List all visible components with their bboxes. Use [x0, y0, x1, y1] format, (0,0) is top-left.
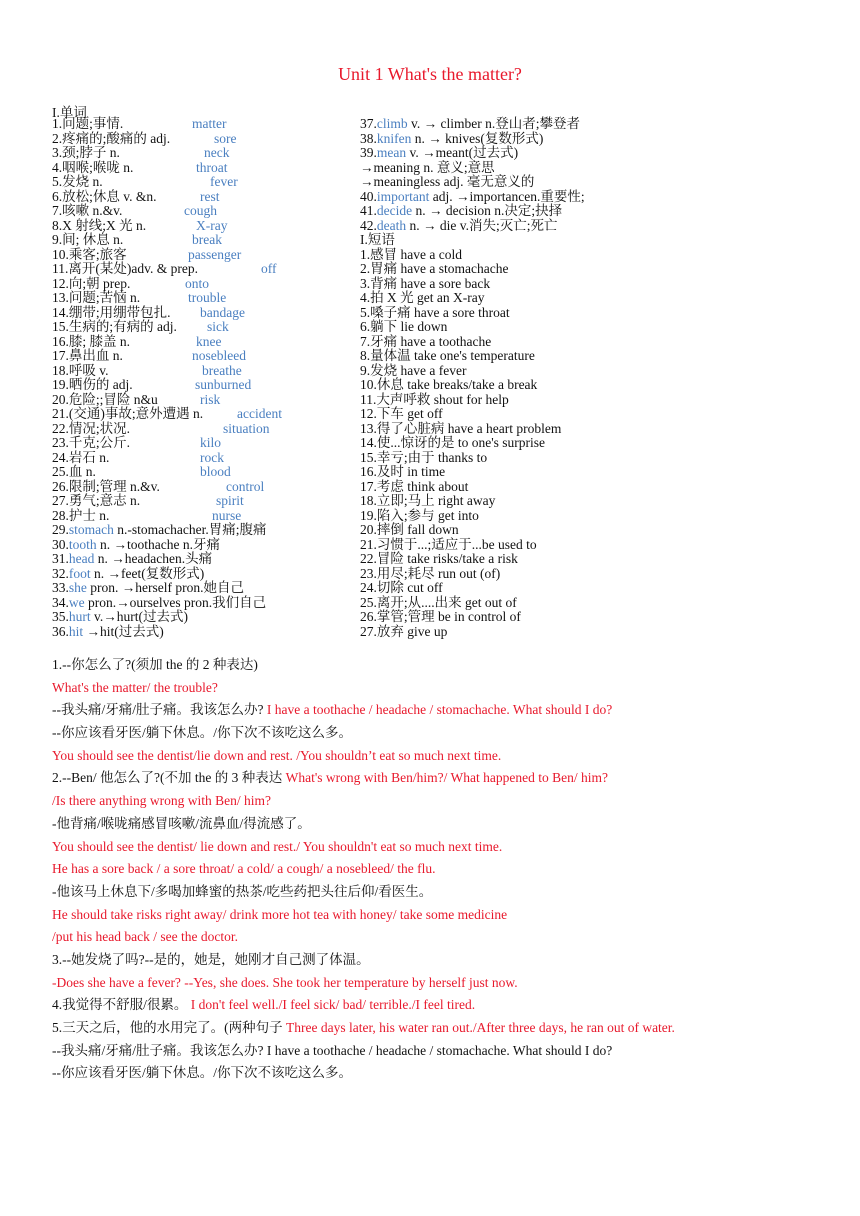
- vocab-forms: →meaning n. 意义;意思: [360, 159, 495, 175]
- vocab-english: throat: [196, 159, 228, 175]
- vocab-item: [360, 161, 780, 176]
- vocab-item: [360, 146, 780, 161]
- vocab-chinese: 绷带;用绷带包扎.: [68, 304, 171, 320]
- phrase-item: 7.牙痛 have a toothache: [360, 333, 492, 349]
- vocab-number: 37.: [360, 116, 377, 131]
- english-answer: You should see the dentist/lie down and rest. /You shouldn’t eat so much next time.: [52, 747, 502, 763]
- vocab-number: 1.: [52, 116, 63, 131]
- vocab-item: [52, 320, 352, 335]
- vocab-english: fever: [210, 174, 238, 189]
- question-text: --你应该看牙医/躺下休息。/你下次不该吃这么多。: [52, 725, 352, 741]
- vocab-number: 19.: [52, 377, 69, 392]
- english-answer: What's the matter/ the trouble?: [52, 679, 218, 695]
- vocab-english: kilo: [200, 435, 222, 450]
- vocab-item: [52, 349, 352, 364]
- english-answer: You should see the dentist/ lie down and rest./ You shouldn't eat so much next time.: [52, 838, 503, 854]
- vocab-chinese: 向;朝 prep.: [68, 275, 131, 291]
- vocab-item: [360, 117, 780, 132]
- vocab-english: foot: [68, 565, 91, 581]
- vocab-item: [52, 277, 352, 292]
- vocab-english: death: [376, 217, 407, 233]
- english-answer: He has a sore back / a sore throat/ a cold/ a cough/ a nosebleed/ the flu.: [52, 861, 436, 877]
- vocab-item: [52, 494, 352, 509]
- vocab-english: X-ray: [196, 217, 228, 233]
- vocab-english: tooth: [68, 536, 97, 552]
- phrase-item: 1.感冒 have a cold: [360, 246, 462, 262]
- vocab-right-column: [360, 117, 780, 639]
- vocab-item: [360, 175, 780, 190]
- phrase-item: 4.拍 X 光 get an X-ray: [360, 290, 485, 305]
- phrase-item: 6.躺下 lie down: [360, 319, 448, 334]
- vocab-number: 36.: [52, 623, 69, 639]
- english-answer: I have a toothache / headache / stomachache. What should I do?: [266, 702, 613, 718]
- vocab-number: 23.: [52, 435, 69, 450]
- vocab-number: 33.: [52, 580, 69, 595]
- vocab-number: 12.: [52, 275, 69, 291]
- vocab-item: [52, 132, 352, 147]
- vocab-item: [52, 175, 352, 190]
- vocab-forms: pron. →herself pron.她自己: [86, 580, 244, 595]
- vocab-chinese: 间; 休息 n.: [62, 232, 124, 247]
- vocab-chinese: 问题;苦恼 n.: [68, 290, 141, 305]
- vocab-english: hurt: [68, 609, 91, 624]
- sentence-line: [52, 1040, 832, 1063]
- vocab-english: rest: [200, 188, 220, 204]
- vocab-item: [52, 451, 352, 466]
- question-text: 3.--她发烧了吗?--是的，她是，她刚才自己测了体温。: [52, 951, 370, 967]
- vocab-number: 2.: [52, 130, 63, 146]
- vocab-chinese: 问题;事情.: [62, 116, 124, 131]
- vocab-chinese: 呼吸 v.: [68, 362, 109, 378]
- vocab-english: stomach: [68, 522, 114, 537]
- vocab-number: 8.: [52, 217, 63, 233]
- vocab-chinese: 颈;脖子 n.: [62, 145, 120, 160]
- vocab-english: matter: [192, 116, 227, 131]
- vocab-english: accident: [237, 406, 282, 421]
- vocab-item: [52, 378, 352, 393]
- vocab-item: [360, 204, 780, 219]
- phrase-item: 15.幸亏;由于 thanks to: [360, 449, 488, 465]
- vocab-chinese: 生病的;有病的 adj.: [68, 319, 177, 334]
- vocab-chinese: 疼痛的;酸痛的 adj.: [62, 130, 171, 146]
- question-text: --我头痛/牙痛/肚子痛。我该怎么办? I have a toothache / headache / stomachache. What should I do?: [52, 1042, 613, 1058]
- phrase-item: 2.胃痛 have a stomachache: [360, 261, 509, 276]
- question-text: -他该马上休息下/多喝加蜂蜜的热茶/吃些药把头往后仰/看医生。: [52, 883, 433, 899]
- vocab-forms: n.-stomachacher.胃痛;腹痛: [113, 522, 267, 537]
- vocab-chinese: 膝; 膝盖 n.: [68, 333, 131, 349]
- question-text: 2.--Ben/ 他怎么了?(不加 the 的 3 种表达: [52, 770, 286, 786]
- vocab-english: break: [192, 232, 222, 247]
- english-answer: Three days later, his water ran out./After three days, he ran out of water.: [286, 1020, 675, 1035]
- vocab-forms: →hit(过去式): [83, 623, 164, 639]
- vocab-item: [52, 146, 352, 161]
- question-text: --我头痛/牙痛/肚子痛。我该怎么办?: [52, 702, 267, 718]
- question-text: --你应该看牙医/躺下休息。/你下次不该吃这么多。: [52, 1065, 352, 1081]
- vocab-chinese: 鼻出血 n.: [68, 348, 123, 363]
- sentence-line: [52, 972, 832, 995]
- vocab-number: 16.: [52, 333, 69, 349]
- vocab-chinese: 限制;管理 n.&v.: [68, 478, 160, 494]
- vocab-chinese: 咳嗽 n.&v.: [62, 203, 123, 218]
- sentence-section: [52, 654, 832, 1085]
- vocab-item: [52, 509, 352, 524]
- vocab-english: sunburned: [195, 377, 252, 392]
- vocab-english: breathe: [202, 362, 242, 378]
- vocab-item: [52, 161, 352, 176]
- sentence-line: [52, 654, 832, 677]
- vocab-number: 38.: [360, 130, 377, 146]
- vocab-english: control: [226, 478, 265, 494]
- vocab-item: [360, 219, 780, 234]
- vocab-english: we: [68, 594, 85, 610]
- vocab-left-column: [52, 117, 352, 639]
- vocab-forms: n. → knives(复数形式): [411, 130, 544, 146]
- english-answer: I don't feel well./I feel sick/ bad/ terrible./I feel tired.: [190, 997, 476, 1013]
- sentence-line: [52, 677, 832, 700]
- sentence-line: [52, 926, 832, 949]
- question-text: 5.三天之后，他的水用完了。(两种句子: [52, 1020, 286, 1035]
- vocab-number: 27.: [52, 493, 69, 508]
- phrase-item: 9.发烧 have a fever: [360, 362, 467, 378]
- sentence-line: [52, 745, 832, 768]
- vocab-forms: pron.→ourselves pron.我们自己: [84, 594, 267, 610]
- vocab-forms: v. → climber n.登山者;攀登者: [407, 116, 580, 131]
- vocab-item: [52, 407, 352, 422]
- vocab-forms: n. → die v.消失;灭亡;死亡: [406, 217, 558, 233]
- sentence-line: [52, 881, 832, 904]
- vocab-item: [52, 335, 352, 350]
- vocab-english: blood: [200, 464, 231, 479]
- vocab-number: 42.: [360, 217, 377, 233]
- vocab-english: sick: [207, 319, 229, 334]
- vocab-chinese: 放松;休息 v. &n.: [62, 188, 157, 204]
- english-answer: /put his head back / see the doctor.: [52, 929, 238, 945]
- vocab-number: 17.: [52, 348, 69, 363]
- vocab-item: [52, 581, 352, 596]
- sentence-line: [52, 904, 832, 927]
- phrase-item: 19.陷入;参与 get into: [360, 507, 479, 523]
- phrase-item: 20.摔倒 fall down: [360, 522, 459, 537]
- vocab-english: neck: [204, 145, 230, 160]
- phrase-item: 11.大声呼救 shout for help: [360, 391, 509, 407]
- vocab-forms: n. →headachen.头痛: [94, 551, 213, 566]
- vocab-number: 20.: [52, 391, 69, 407]
- vocab-chinese: 乘客;旅客: [68, 246, 127, 262]
- vocab-item: [52, 480, 352, 495]
- phrase-item: 27.放弃 give up: [360, 623, 448, 639]
- vocab-english: climb: [376, 116, 408, 131]
- vocab-english: sore: [214, 130, 237, 146]
- phrase-item: 21.习惯于...;适应于...be used to: [360, 536, 537, 552]
- phrase-item: 3.背痛 have a sore back: [360, 275, 491, 291]
- sentence-line: [52, 722, 832, 745]
- vocab-english: trouble: [188, 290, 227, 305]
- phrase-item: 16.及时 in time: [360, 464, 446, 479]
- english-answer: -Does she have a fever? --Yes, she does. She took her temperature by herself just now.: [52, 974, 518, 990]
- phrase-item: 8.量体温 take one's temperature: [360, 348, 535, 363]
- phrase-item: 25.离开;从....出来 get out of: [360, 594, 517, 610]
- vocab-chinese: X 射线;X 光 n.: [62, 217, 147, 233]
- vocab-english: hit: [68, 623, 84, 639]
- vocab-number: 26.: [52, 478, 69, 494]
- vocab-forms: n. →feet(复数形式): [90, 565, 205, 581]
- vocab-item: [52, 552, 352, 567]
- vocab-number: 32.: [52, 565, 69, 581]
- vocab-number: 22.: [52, 420, 69, 436]
- vocab-chinese: 情况;状况.: [68, 420, 131, 436]
- phrase-item: 13.得了心脏病 have a heart problem: [360, 420, 562, 436]
- vocab-chinese: 咽喉;喉咙 n.: [62, 159, 134, 175]
- vocab-forms: n. →toothache n.牙痛: [96, 536, 220, 552]
- vocab-english: mean: [376, 145, 407, 160]
- vocab-item: [52, 190, 352, 205]
- vocab-number: 29.: [52, 522, 69, 537]
- vocab-item: [52, 567, 352, 582]
- phrase-item: 17.考虑 think about: [360, 478, 469, 494]
- phrase-item: 12.下车 get off: [360, 406, 443, 421]
- section-words-heading: I.单词: [52, 105, 87, 120]
- vocab-number: 25.: [52, 464, 69, 479]
- vocab-forms: adj. →importancen.重要性;: [429, 188, 585, 204]
- vocab-english: nosebleed: [192, 348, 246, 363]
- vocab-number: 28.: [52, 507, 69, 523]
- vocab-item: [52, 393, 352, 408]
- vocab-item: [52, 306, 352, 321]
- vocab-english: she: [68, 580, 87, 595]
- english-answer: /Is there anything wrong with Ben/ him?: [52, 793, 271, 809]
- vocab-number: 14.: [52, 304, 69, 320]
- vocab-english: head: [68, 551, 95, 566]
- vocab-item: [52, 538, 352, 553]
- question-text: 4.我觉得不舒服/很累。: [52, 997, 191, 1013]
- vocab-forms: →meaningless adj. 毫无意义的: [360, 174, 535, 189]
- vocab-number: 35.: [52, 609, 69, 624]
- sentence-line: [52, 994, 832, 1017]
- vocab-item: [52, 248, 352, 263]
- vocab-english: risk: [200, 391, 221, 407]
- vocab-english: spirit: [216, 493, 244, 508]
- vocab-number: 24.: [52, 449, 69, 465]
- vocab-english: passenger: [188, 246, 242, 262]
- vocab-chinese: 血 n.: [68, 464, 96, 479]
- vocab-chinese: 离开(某处)adv. & prep.: [68, 261, 198, 276]
- vocab-item: [52, 422, 352, 437]
- vocab-english: situation: [223, 420, 270, 436]
- vocab-item: [52, 596, 352, 611]
- vocab-number: 40.: [360, 188, 377, 204]
- vocab-chinese: 护士 n.: [68, 507, 110, 523]
- phrase-item: 10.休息 take breaks/take a break: [360, 377, 538, 392]
- sentence-line: [52, 949, 832, 972]
- vocab-item: [52, 117, 352, 132]
- vocab-chinese: 晒伤的 adj.: [68, 377, 133, 392]
- sentence-line: [52, 858, 832, 881]
- vocab-number: 15.: [52, 319, 69, 334]
- vocab-chinese: 勇气;意志 n.: [68, 493, 141, 508]
- sentence-line: [52, 813, 832, 836]
- vocab-chinese: 岩石 n.: [68, 449, 110, 465]
- vocab-number: 10.: [52, 246, 69, 262]
- vocab-number: 34.: [52, 594, 69, 610]
- phrase-item: 5.嗓子痛 have a sore throat: [360, 304, 510, 320]
- vocab-number: 7.: [52, 203, 63, 218]
- vocab-chinese: 千克;公斤.: [68, 435, 131, 450]
- vocab-english: knee: [196, 333, 222, 349]
- vocab-number: 21.: [52, 406, 69, 421]
- vocab-forms: v. →meant(过去式): [406, 145, 519, 160]
- vocab-english: rock: [200, 449, 224, 465]
- vocab-number: 31.: [52, 551, 69, 566]
- vocab-english: cough: [184, 203, 217, 218]
- section-phrases-heading: I.短语: [360, 232, 395, 247]
- vocab-chinese: 危险;;冒险 n&u: [68, 391, 158, 407]
- vocab-number: 30.: [52, 536, 69, 552]
- vocab-forms: v.→hurt(过去式): [90, 609, 188, 624]
- page-title: Unit 1 What's the matter?: [338, 64, 522, 84]
- vocab-number: 11.: [52, 261, 69, 276]
- sentence-line: [52, 836, 832, 859]
- vocab-number: 41.: [360, 203, 377, 218]
- vocab-item: [52, 219, 352, 234]
- vocab-item: [52, 291, 352, 306]
- vocab-number: 9.: [52, 232, 63, 247]
- vocab-number: 4.: [52, 159, 63, 175]
- phrase-item: 22.冒险 take risks/take a risk: [360, 551, 518, 566]
- phrase-item: 26.掌管;管理 be in control of: [360, 609, 521, 624]
- question-text: -他背痛/喉咙痛感冒咳嗽/流鼻血/得流感了。: [52, 815, 311, 831]
- english-answer: What's wrong with Ben/him?/ What happened to Ben/ him?: [285, 770, 608, 786]
- vocab-item: [52, 625, 352, 640]
- sentence-line: [52, 699, 832, 722]
- english-answer: He should take risks right away/ drink more hot tea with honey/ take some medicine: [52, 906, 508, 922]
- vocab-english: onto: [185, 275, 210, 291]
- vocab-chinese: 发烧 n.: [62, 174, 103, 189]
- question-text: 1.--你怎么了?(须加 the 的 2 种表达): [52, 657, 258, 672]
- vocab-number: 18.: [52, 362, 69, 378]
- sentence-line: [52, 1062, 832, 1085]
- vocab-item: [52, 436, 352, 451]
- sentence-line: [52, 767, 832, 790]
- vocab-english: off: [261, 261, 277, 276]
- phrase-item: 23.用尽;耗尽 run out (of): [360, 565, 501, 581]
- sentence-line: [52, 790, 832, 813]
- vocab-item: [52, 204, 352, 219]
- vocab-english: decide: [376, 203, 413, 218]
- vocab-item: [52, 465, 352, 480]
- vocab-number: 39.: [360, 145, 377, 160]
- vocab-item: [360, 190, 780, 205]
- vocab-english: important: [376, 188, 430, 204]
- vocab-item: [360, 132, 780, 147]
- vocab-number: 13.: [52, 290, 69, 305]
- vocab-number: 3.: [52, 145, 63, 160]
- vocab-number: 5.: [52, 174, 63, 189]
- vocab-item: [52, 262, 352, 277]
- vocab-chinese: (交通)事故;意外遭遇 n.: [68, 406, 204, 421]
- vocab-item: [52, 523, 352, 538]
- vocab-number: 6.: [52, 188, 63, 204]
- sentence-line: [52, 1017, 832, 1040]
- phrase-item: 14.使...惊讶的是 to one's surprise: [360, 435, 546, 450]
- vocab-english: bandage: [200, 304, 245, 320]
- vocab-item: [52, 364, 352, 379]
- vocab-item: [52, 233, 352, 248]
- phrase-item: 24.切除 cut off: [360, 580, 443, 595]
- vocab-item: [52, 610, 352, 625]
- vocab-english: knifen: [376, 130, 412, 146]
- vocab-english: nurse: [212, 507, 242, 523]
- phrase-item: 18.立即;马上 right away: [360, 493, 496, 508]
- vocab-forms: n. → decision n.决定;抉择: [412, 203, 563, 218]
